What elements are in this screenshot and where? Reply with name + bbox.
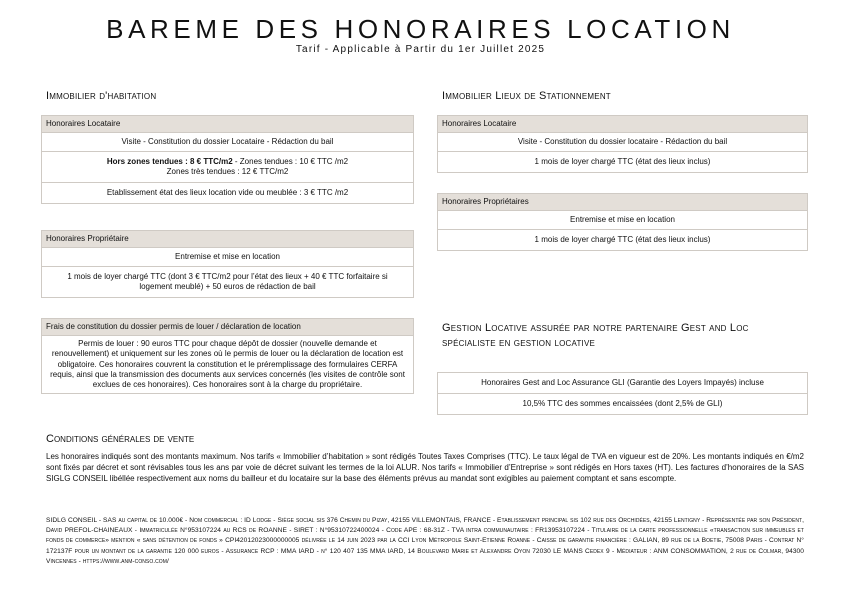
table-row: Entremise et mise en location bbox=[438, 210, 807, 229]
table-row: 1 mois de loyer chargé TTC (dont 3 € TTC/m2 pour l’état des lieux + 40 € TTC forfaitaire si logement meublé) + 50 euros de rédaction de bail bbox=[42, 266, 413, 297]
box-stationnement-proprietaire bbox=[437, 193, 808, 251]
box-permis-louer bbox=[41, 318, 414, 394]
section-title-stationnement: Immobilier Lieux de Stationnement bbox=[442, 90, 611, 102]
table-row bbox=[42, 151, 413, 182]
section-title-gestion: Gestion Locative assurée par notre partenaire Gest and Loc spécialiste en gestion locative bbox=[442, 322, 749, 349]
page-subtitle: Tarif - Applicable à Partir du 1er Juillet 2025 bbox=[295, 44, 546, 55]
box-habitation-proprietaire bbox=[41, 230, 414, 298]
table-row: Visite - Constitution du dossier Locataire - Rédaction du bail bbox=[42, 132, 413, 151]
box-header: Honoraires Locataire bbox=[438, 116, 807, 132]
table-row: Permis de louer : 90 euros TTC pour chaque dépôt de dossier (nouvelle demande et renouvellement) et uniquement sur les zones où le permis de louer ou la déclaration de location est obligatoire. Ces honoraires couvrent la constitution et le préremplissage des formulaires CERFA requis, ainsi que la transmission des documents aux services concernés (les visites de contrôle sont exclues de ces honoraires). Ces honoraires sont à la charge du propriétaire. bbox=[42, 335, 413, 393]
box-header: Honoraires Propriétaires bbox=[438, 194, 807, 210]
table-row: Visite - Constitution du dossier locataire - Rédaction du bail bbox=[438, 132, 807, 151]
section-title-habitation: Immobilier d'habitation bbox=[46, 90, 157, 102]
box-header: Frais de constitution du dossier permis de louer / déclaration de location bbox=[42, 319, 413, 335]
box-gestion bbox=[437, 372, 808, 415]
conditions-text: Les honoraires indiqués sont des montants maximum. Nos tarifs « Immobilier d’habitation » sont rédigés Toutes Taxes Comprises (TTC). Le taux légal de TVA en vigueur est de 20%. Les montants indiqués en €/m2 sont fixés par décret et sont révisables tous les ans par voie de décret suivant les termes de la loi ALUR. Nos tarifs « Immobilier d’Entreprise » sont rédigés en Hors taxes (HT). Les factures d’honoraires de la SAS SIGLG CONSEIL libéllée respectivement aux noms du bailleur et du locataire sur la base des éléments prévus au mandat sont exigibles au paiement comptant et sans escompte. bbox=[46, 452, 804, 483]
box-habitation-locataire bbox=[41, 115, 414, 204]
table-row: Honoraires Gest and Loc Assurance GLI (Garantie des Loyers Impayés) incluse bbox=[481, 378, 764, 387]
box-stationnement-locataire bbox=[437, 115, 808, 173]
conditions-title: Conditions générales de vente bbox=[46, 433, 195, 445]
row-text: Zones très tendues : 12 € TTC/m2 bbox=[166, 167, 289, 176]
row-text: - Zones tendues : 10 € TTC /m2 bbox=[232, 157, 349, 166]
page-title: BAREME DES HONORAIRES LOCATION bbox=[106, 14, 735, 44]
table-row: 1 mois de loyer chargé TTC (état des lieux inclus) bbox=[438, 151, 807, 172]
table-row: 10,5% TTC des sommes encaissées (dont 2,5% de GLI) bbox=[438, 393, 807, 414]
row-bold-text: Hors zones tendues : 8 € TTC/m2 bbox=[106, 157, 233, 166]
table-row: Etablissement état des lieux location vide ou meublée : 3 € TTC /m2 bbox=[42, 182, 413, 203]
table-row: Entremise et mise en location bbox=[42, 247, 413, 266]
legal-notice: SIDLG CONSEIL - SAS au capital de 10.000€ - Nom commercial : ID Lodge - Siège social sis 376 Chemin du Pizay, 42155 VILLEMONTAIS, FRANCE - Etablissement principal sis 102 rue des Orchidées, 42155 Lentigny - Représentée par son Président, David PREFOL-CHAINEAUX - Immatriculée N°953107224 au RCS de ROANNE - SIRET : N°95310722400024 - Code APE : 68-31Z - TVA intra communautaire : FR13953107224 - Titulaire de la carte professionnelle «transaction sur immeubles et fonds de commerce» mention « sans détention de fonds » CPI42012023000000005 délivrée le 14 juin 2023 par la CCI Lyon Métropole Saint-Etienne Roanne - Caisse de garantie financière : GALIAN, 89 rue de la Boetie, 75008 Paris - Contrat N° 172137F pour un montant de la garantie 120 000 euros - Assurance RCP : MMA IARD - n° 120 407 135 MMA IARD, 14 Boulevard Marie et Alexandre Oyon 72030 LE MANS Cedex 9 - Médiateur : ANM CONSOMMATION, 2 rue de Colmar, 94300 Vincennes - https://www.anm-conso.com/ bbox=[46, 517, 804, 565]
table-row: 1 mois de loyer chargé TTC (état des lieux inclus) bbox=[438, 229, 807, 250]
box-header: Honoraires Propriétaire bbox=[42, 231, 413, 247]
box-header: Honoraires Locataire bbox=[42, 116, 413, 132]
